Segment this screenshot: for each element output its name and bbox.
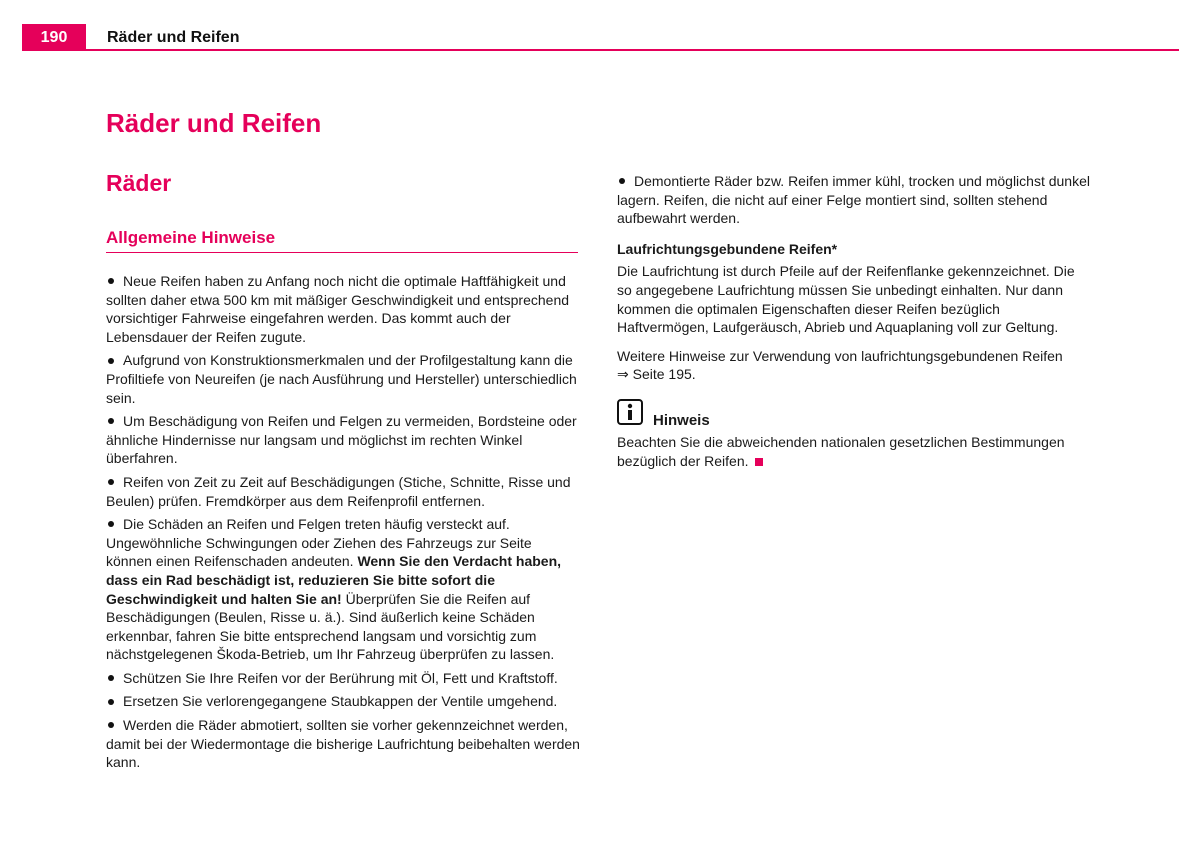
bullet-icon — [108, 699, 114, 705]
cross-reference-arrow-icon: ⇒ — [617, 367, 629, 384]
list-item: Um Beschädigung von Reifen und Felgen zu vermeiden, Bordsteine oder ähnliche Hindernisse nur langsam und möglichst im rechten Winkel überfahren. — [106, 413, 577, 467]
list-item: Schützen Sie Ihre Reifen vor der Berührung mit Öl, Fett und Kraftstoff. — [106, 669, 580, 688]
subsection-title: Allgemeine Hinweise — [106, 228, 578, 253]
section-end-icon — [755, 458, 763, 466]
header-rule — [86, 49, 1179, 51]
list-item: Aufgrund von Konstruktionsmerkmalen und der Profilgestaltung kann die Profiltiefe von Neureifen (je nach Ausführung und Hersteller) unterschiedlich sein. — [106, 352, 577, 406]
bullet-icon — [108, 358, 114, 364]
list-item: Demontierte Räder bzw. Reifen immer kühl, trocken und möglichst dunkel lagern. Reifen, die nicht auf einer Felge montiert sind, sollten stehend aufbewahrt werden. — [617, 173, 1090, 227]
bullet-icon — [619, 178, 625, 184]
note-header — [617, 401, 1091, 433]
page-number: 190 — [22, 24, 86, 51]
paragraph-reference: Weitere Hinweise zur Verwendung von laufrichtungsgebundenen Reifen ⇒ Seite 195. — [617, 347, 1063, 384]
list-item: Ersetzen Sie verlorengegangene Staubkappen der Ventile umgehend. — [106, 692, 580, 711]
list-item: Werden die Räder abmotiert, sollten sie vorher gekennzeichnet werden, damit bei der Wiedermontage die bisherige Laufrichtung beibehalten werden kann. — [106, 717, 580, 771]
bullet-icon — [108, 722, 114, 728]
note-text: Beachten Sie die abweichenden nationalen gesetzlichen Bestimmungen bezüglich der Reifen. — [617, 433, 1065, 469]
left-column — [106, 272, 580, 777]
bullet-icon — [108, 418, 114, 424]
bullet-icon — [108, 675, 114, 681]
right-column — [617, 172, 1091, 480]
bullet-icon — [108, 521, 114, 527]
subheading: Laufrichtungsgebundene Reifen* — [617, 240, 838, 257]
cross-reference-link[interactable]: Seite 195. — [632, 366, 696, 383]
bullet-icon — [108, 479, 114, 485]
info-icon — [617, 399, 643, 425]
running-header-title: Räder und Reifen — [107, 29, 240, 46]
list-item: Reifen von Zeit zu Zeit auf Beschädigungen (Stiche, Schnitte, Risse und Beulen) prüfen. Fremdkörper aus dem Reifenprofil entfernen. — [106, 473, 571, 509]
note-title: Hinweis — [653, 411, 710, 429]
list-item: Die Schäden an Reifen und Felgen treten häufig versteckt auf. Ungewöhnliche Schwingungen oder Ziehen des Fahrzeugs zur Seite können einen Reifenschaden andeuten. Wenn Sie den Verdacht haben, dass ein Rad beschädigt ist, reduzieren Sie bitte sofort die Geschwindigkeit und halten Sie an! Überprüfen Sie die Reifen auf Beschädigungen (Beulen, Risse u. ä.). Sind äußerlich keine Schäden erkennbar, fahren Sie bitte entsprechend langsam und vorsichtig zum nächstgelegenen Škoda-Betrieb, um Ihr Fahrzeug überprüfen zu lassen. — [106, 516, 562, 663]
paragraph: Die Laufrichtung ist durch Pfeile auf der Reifenflanke gekennzeichnet. Die so angegebene Laufrichtung müssen Sie unbedingt einhalten. Nur dann kommen die optimalen Eigenschaften dieser Reifen bezüglich Haftvermögen, Laufgeräusch, Abrieb und Aquaplaning voll zur Geltung. — [617, 263, 1075, 336]
list-item: Neue Reifen haben zu Anfang noch nicht die optimale Haftfähigkeit und sollten daher etwa 500 km mit mäßiger Geschwindigkeit und entsprechend vorsichtiger Fahrweise eingefahren werden. Das kommt auch der Lebensdauer der Reifen zugute. — [106, 273, 570, 345]
warning-emphasis: Wenn Sie den Verdacht haben, dass ein Rad beschädigt ist, reduzieren Sie bitte sofort die Geschwindigkeit und halten Sie an! — [106, 553, 562, 607]
section-title: Räder — [106, 170, 172, 196]
chapter-title: Räder und Reifen — [106, 108, 322, 138]
bullet-icon — [108, 278, 114, 284]
